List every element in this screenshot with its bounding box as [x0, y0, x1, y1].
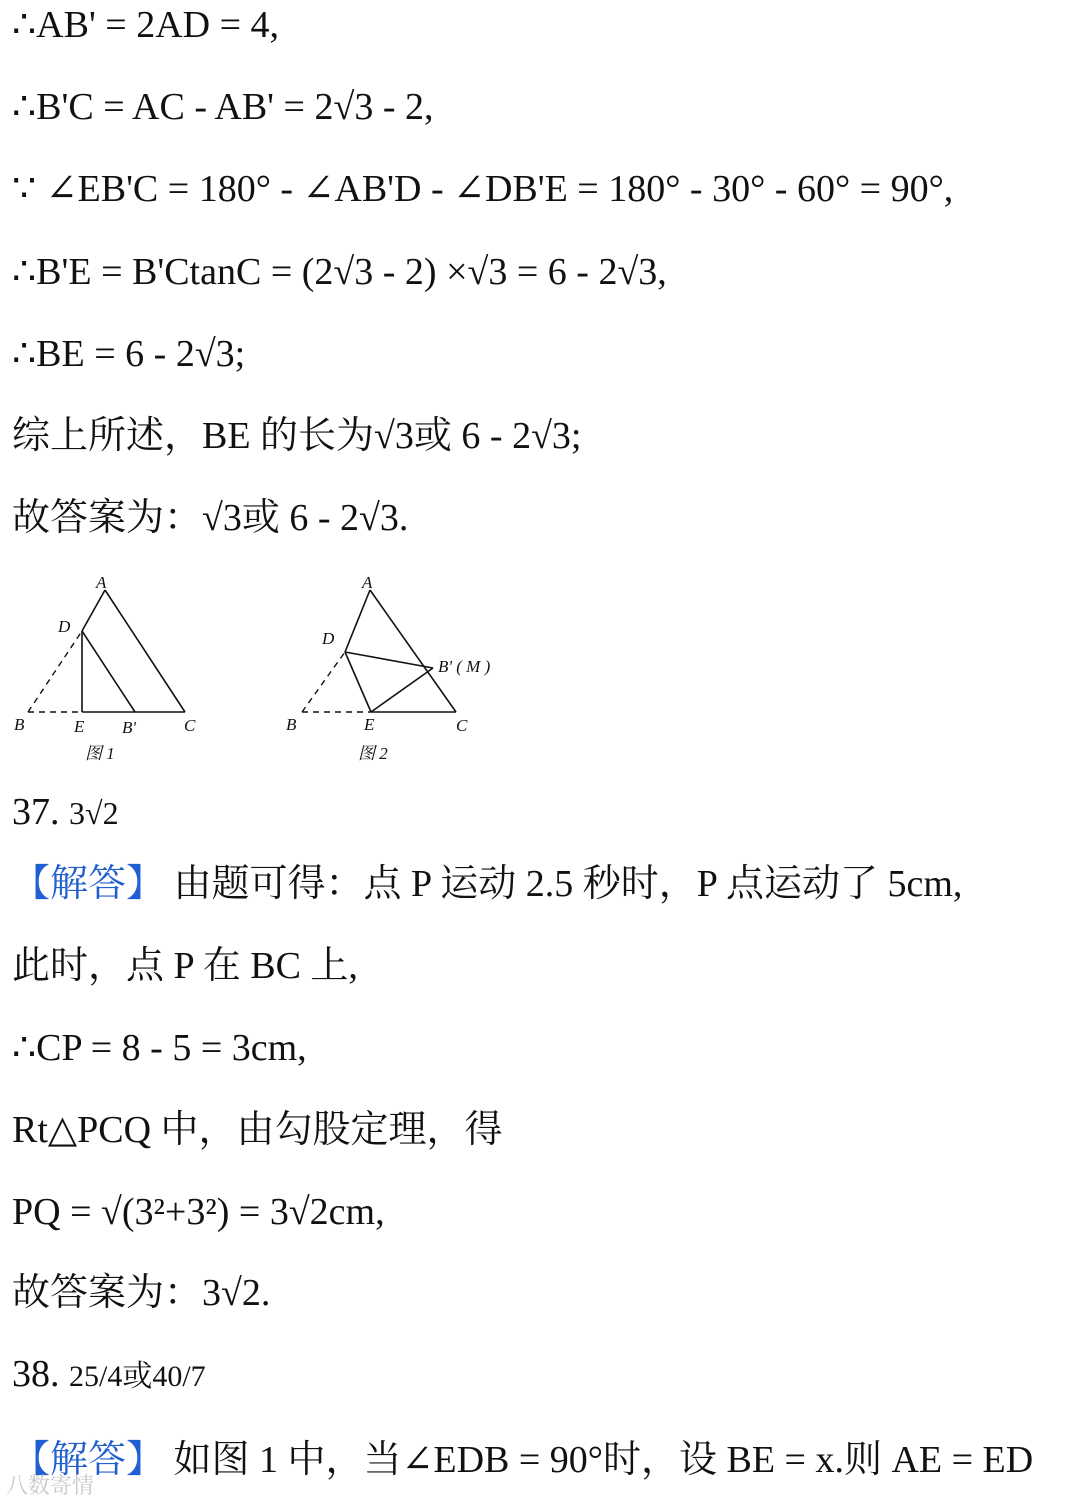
fig1-label-a: A	[96, 573, 107, 592]
fig2-label-e: E	[364, 715, 375, 734]
fig2-label-a: A	[362, 573, 373, 592]
answer-line: 故答案为：√3或 6 - 2√3.	[12, 497, 409, 539]
q38-solution-intro	[12, 1437, 1033, 1483]
q37-solution-bracket: 【解答】	[12, 863, 165, 905]
fig2-caption: 图 2	[358, 744, 388, 763]
fig2-label-d: D	[322, 629, 335, 648]
q37-answer: 3√2	[69, 795, 119, 831]
fig2-label-bprime-m: B' ( M )	[438, 657, 491, 676]
q37-line-5: 故答案为：3√2.	[12, 1272, 271, 1314]
q37-header	[12, 789, 119, 836]
fig1-label-d: D	[58, 617, 71, 636]
q37-line-1: 此时，点 P 在 BC 上,	[12, 945, 358, 987]
q37-line-3: Rt△PCQ 中，由勾股定理，得	[12, 1109, 503, 1151]
q38-intro-text: 如图 1 中，当∠EDB = 90°时，设 BE = x.则 AE = ED	[164, 1439, 1034, 1481]
q37-line-2: ∴CP = 8 - 5 = 3cm,	[12, 1027, 307, 1069]
fig1-label-e: E	[74, 717, 85, 736]
q37-number: 37.	[12, 791, 60, 833]
watermark: 八数寄情	[6, 1474, 95, 1499]
q37-line-4: PQ = √(3²+3²) = 3√2cm,	[12, 1191, 385, 1233]
solution-line-2: ∴B'C = AC - AB' = 2√3 - 2,	[12, 86, 434, 128]
solution-line-3: ∵ ∠EB'C = 180° - ∠AB'D - ∠DB'E = 180° - 30° - 60° = 90°,	[12, 168, 954, 210]
fig2-label-c: C	[456, 716, 468, 735]
figure-2	[280, 572, 520, 767]
q38-answer: 25/4或40/7	[69, 1360, 206, 1393]
q37-intro-text: 由题可得：点 P 运动 2.5 秒时，P 点运动了 5cm,	[164, 863, 963, 905]
q38-number: 38.	[12, 1353, 60, 1395]
fig1-label-c: C	[184, 716, 196, 735]
fig1-label-bprime: B'	[122, 718, 137, 737]
q38-solution-bracket: 【解答】	[12, 1439, 165, 1481]
fig2-label-b: B	[286, 715, 297, 734]
solution-line-4: ∴B'E = B'CtanC = (2√3 - 2) ×√3 = 6 - 2√3,	[12, 251, 667, 293]
solution-line-1: ∴AB' = 2AD = 4,	[12, 4, 280, 46]
q38-header	[12, 1351, 206, 1400]
summary-line: 综上所述，BE 的长为√3或 6 - 2√3;	[12, 415, 582, 457]
fig1-caption: 图 1	[85, 744, 115, 763]
fig1-label-b: B	[14, 715, 25, 734]
figure-1	[8, 572, 218, 767]
q37-solution-intro	[12, 861, 962, 907]
solution-line-5: ∴BE = 6 - 2√3;	[12, 333, 246, 375]
